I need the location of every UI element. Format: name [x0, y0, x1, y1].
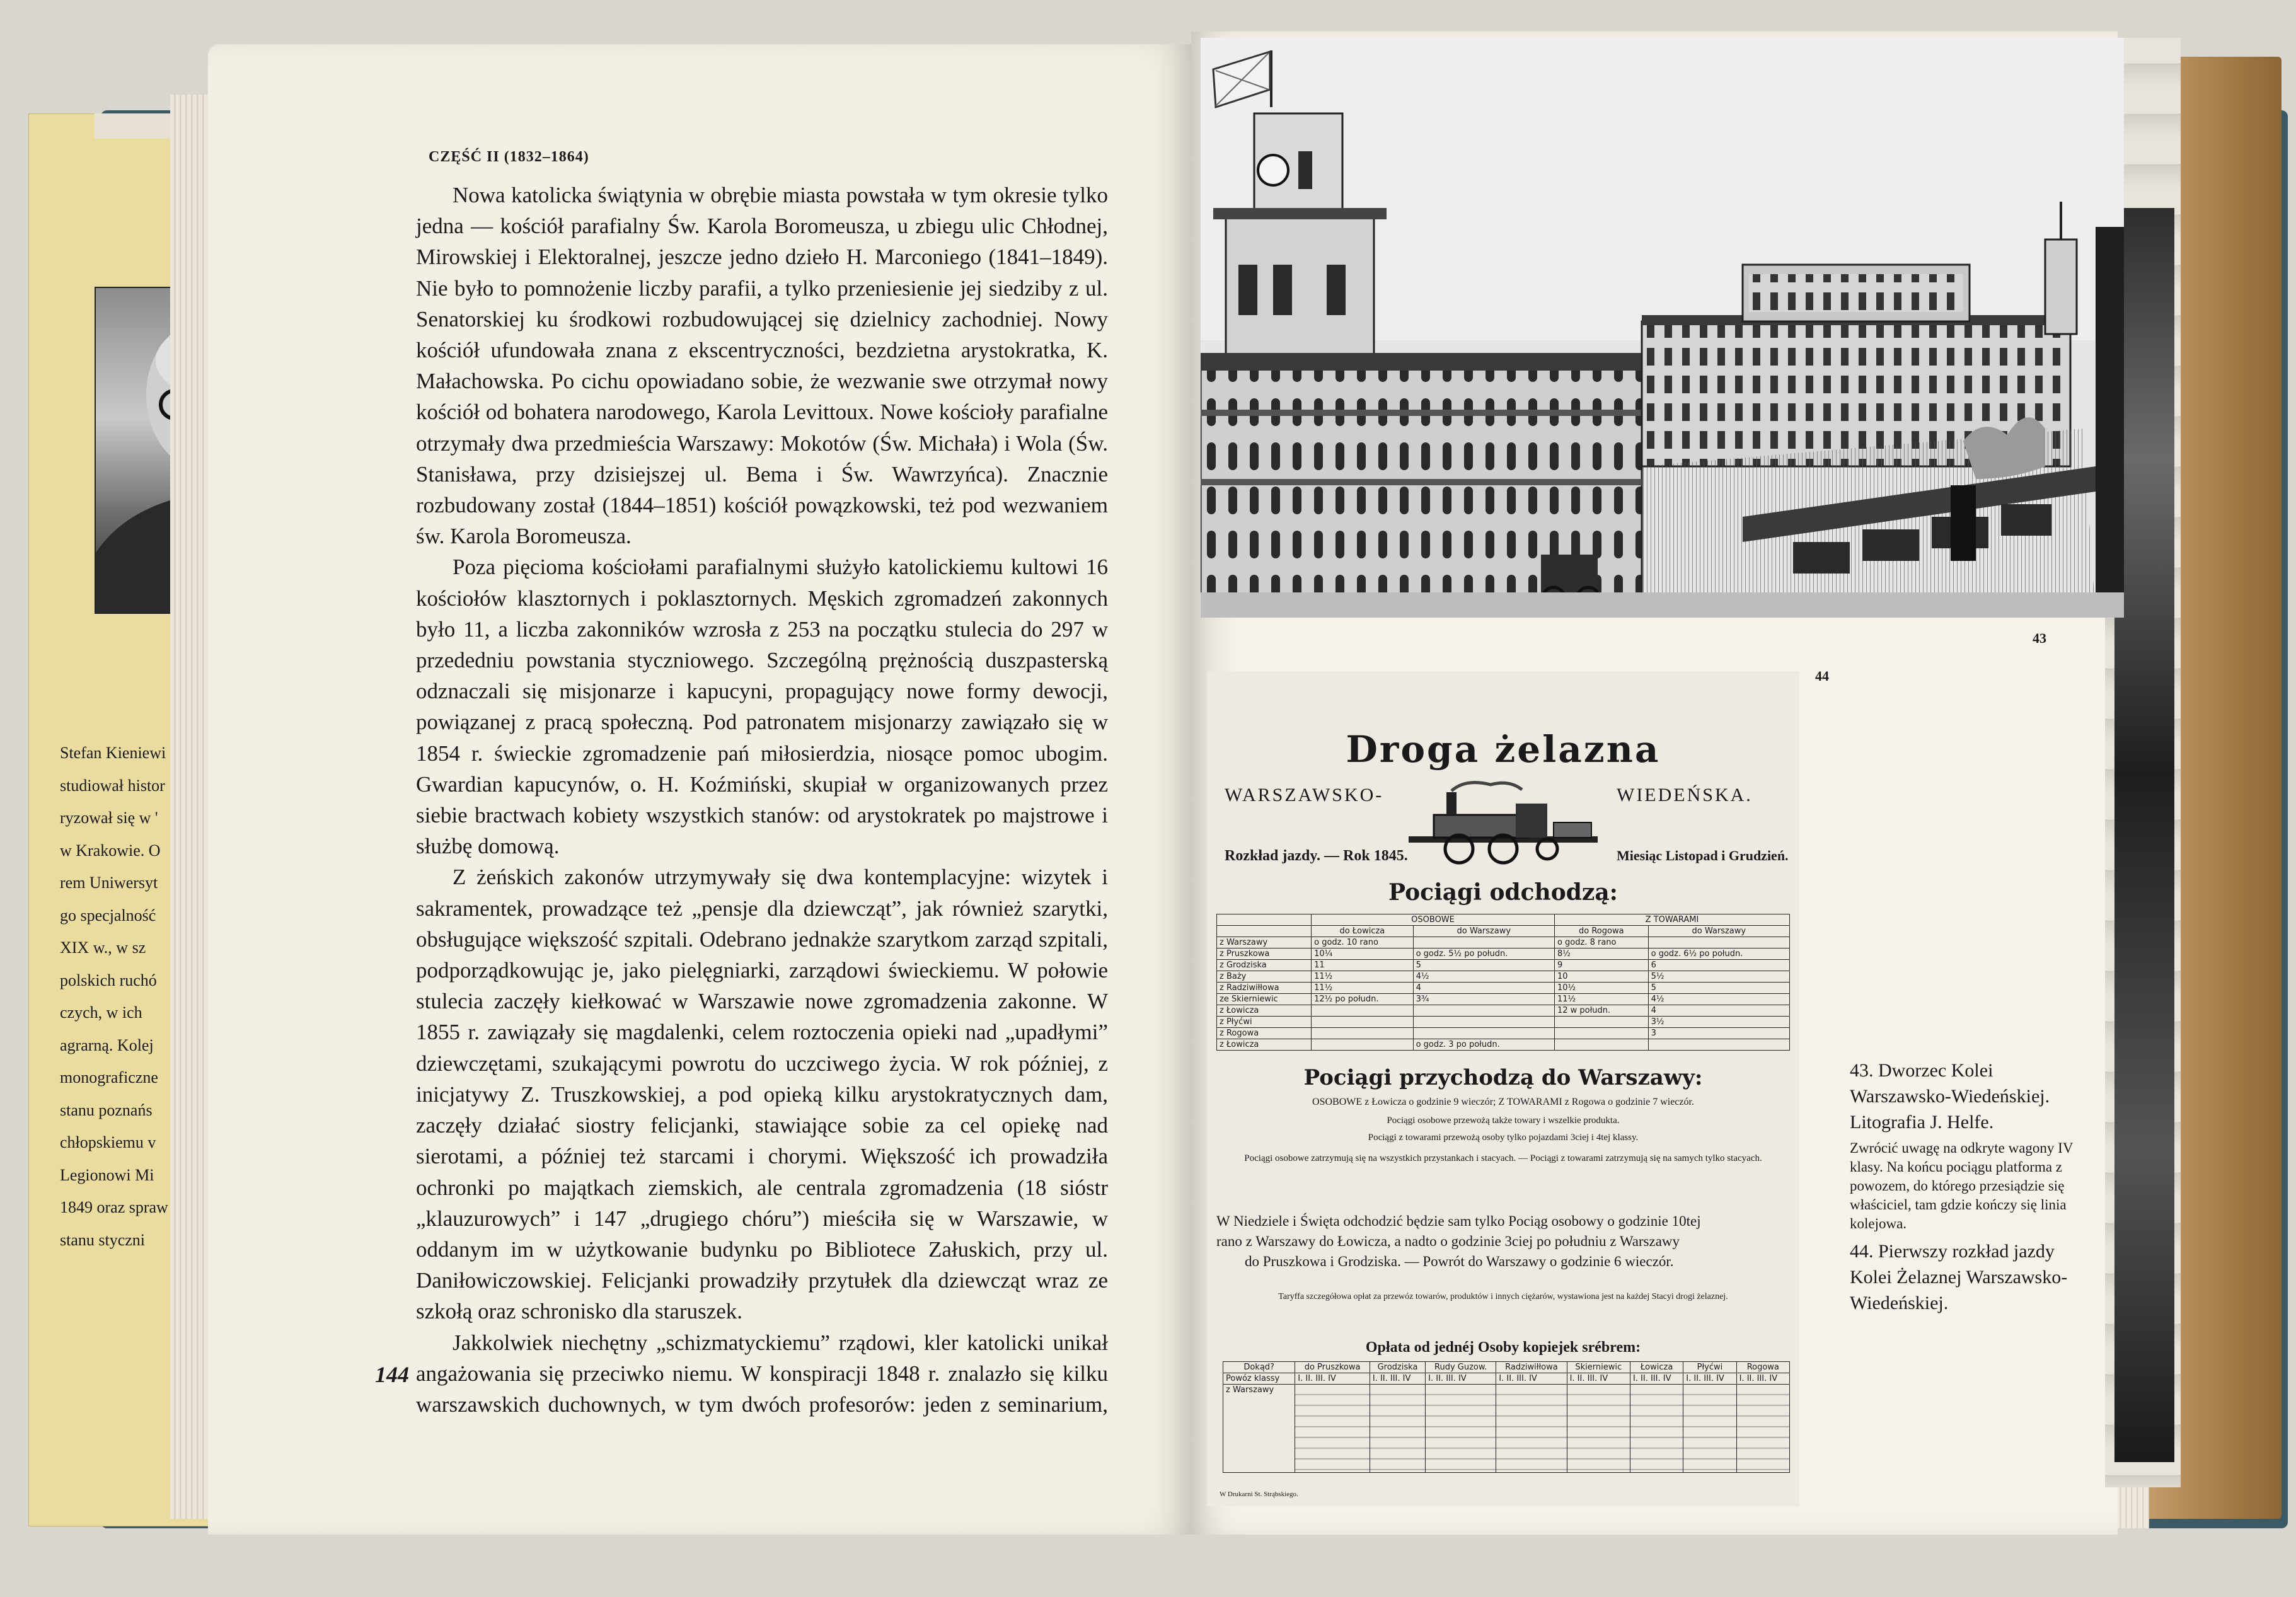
- time-cell: 6: [1648, 960, 1789, 971]
- time-cell: [1554, 1017, 1648, 1028]
- time-cell: 11½: [1312, 971, 1413, 983]
- fare-col-head: Rudy Guzow.: [1426, 1362, 1496, 1373]
- time-cell: [1413, 1028, 1554, 1039]
- col-head: do Warszawy: [1648, 926, 1789, 937]
- paragraph: Jakkolwiek niechętny „schizmatyckiemu” rządowi, kler katolicki unikał angażowania się przeciwko niemu. W konspiracji 1848 r. znalazło się kilku warszawskich duchownych, w tym dwóch profesorów: jeden z seminarium,: [416, 1330, 1108, 1417]
- fare-col-head: Łowicza: [1630, 1362, 1683, 1373]
- station-cell: z Łowicza: [1217, 1039, 1312, 1051]
- fare-values-cell: [1630, 1385, 1683, 1473]
- time-cell: 3: [1648, 1028, 1789, 1039]
- poster-right-word: WIEDEŃSKA.: [1617, 785, 1753, 805]
- station-cell: z Rogowa: [1217, 1028, 1312, 1039]
- jacket-text-line: agrarną. Kolej: [60, 1035, 154, 1054]
- time-cell: o godz. 6½ po połudn.: [1648, 948, 1789, 960]
- fare-col-head: Płyćwi: [1683, 1362, 1736, 1373]
- caption-44: 44. Pierwszy rozkład jazdy Kolei Żelaznej Warszawsko-Wiedeńskiej.: [1850, 1241, 2068, 1313]
- arrivals-heading: Pociągi przychodzą do Warszawy:: [1303, 1065, 1703, 1090]
- jacket-text-line: rem Uniwersyt: [60, 873, 158, 892]
- fare-values-cell: [1736, 1385, 1789, 1473]
- poster-note: Pociągi osobowe przewożą także towary i wszelkie produkta.: [1387, 1116, 1620, 1126]
- caption-43: 43. Dworzec Kolei Warszawsko-Wiedeńskiej. Litografia J. Helfe.: [1850, 1060, 2050, 1133]
- station-lithograph: [1201, 38, 2124, 618]
- fare-class-cell: I. II. III. IV: [1683, 1373, 1736, 1385]
- time-cell: 4½: [1648, 994, 1789, 1005]
- time-cell: 10¼: [1312, 948, 1413, 960]
- table-row: [1217, 983, 1790, 994]
- fares-table: [1223, 1361, 1790, 1473]
- locomotive-illustration: [1409, 778, 1598, 873]
- fare-class-cell: I. II. III. IV: [1426, 1373, 1496, 1385]
- station-cell: z Baży: [1217, 971, 1312, 983]
- station-cell: z Łowicza: [1217, 1005, 1312, 1017]
- fare-col-head: do Pruszkowa: [1295, 1362, 1370, 1373]
- fare-col-head: Grodziska: [1370, 1362, 1425, 1373]
- fare-class-cell: I. II. III. IV: [1736, 1373, 1789, 1385]
- time-cell: 12½ po połudn.: [1312, 994, 1413, 1005]
- sunday-line: do Pruszkowa i Grodziska. — Powrót do Warszawy o godzinie 6 wieczór.: [1245, 1254, 1674, 1269]
- poster-title: Droga żelazna: [1346, 728, 1661, 771]
- figure-number-44: 44: [1815, 668, 1829, 684]
- time-cell: [1312, 1017, 1413, 1028]
- time-cell: 11: [1312, 960, 1413, 971]
- time-cell: o godz. 3 po połudn.: [1413, 1039, 1554, 1051]
- jacket-text-line: w Krakowie. O: [60, 841, 161, 860]
- fare-values-cell: [1295, 1385, 1370, 1473]
- fare-class-cell: I. II. III. IV: [1295, 1373, 1370, 1385]
- row-spacer: [1217, 914, 1312, 926]
- table-row: [1217, 937, 1790, 948]
- table-row: [1217, 1005, 1790, 1017]
- time-cell: [1312, 1005, 1413, 1017]
- timetable-poster: [1207, 671, 1799, 1506]
- table-row: [1217, 948, 1790, 960]
- time-cell: [1413, 1017, 1554, 1028]
- time-cell: o godz. 8 rano: [1554, 937, 1648, 948]
- printer-credit: W Drukarni St. Strąbskiego.: [1220, 1490, 1298, 1498]
- time-cell: 11½: [1312, 983, 1413, 994]
- station-cell: z Warszawy: [1217, 937, 1312, 948]
- paragraph: Poza pięcioma kościołami parafialnymi służyło katolickiemu kultowi 16 kościołów klasztornych i poklasztornych. Męskich zgromadzeń zakonnych było 11, a liczba zakonników wzrosła z 253 na początku stulecia do 297 w przededniu powstania styczniowego. Szczególną prężnością duszpasterską odznaczali się misjonarze i kapucyni, propagujący nowe formy dewocji, powiązanej z pracą społeczną. Pod patronatem misjonarzy zawiązało się w 1854 r. świeckie zgromadzenie pań miłosierdzia, niosące pomoc ubogim. Gwardian kapucynów, o. H. Koźmiński, skupiał w organizowanych przez siebie bractwach kobiety wszystkich stanów: od arystokratek po majstrowe i służbę domową.: [416, 555, 1108, 859]
- fare-col-head: Skierniewic: [1567, 1362, 1630, 1373]
- table-row: [1217, 1028, 1790, 1039]
- fare-col-head: Rogowa: [1736, 1362, 1789, 1373]
- fare-class-cell: I. II. III. IV: [1370, 1373, 1425, 1385]
- jacket-text-line: ryzował się w ': [60, 809, 158, 827]
- station-cell: z Płyćwi: [1217, 1017, 1312, 1028]
- fare-row-label: z Warszawy: [1223, 1385, 1295, 1473]
- sunday-line: W Niedziele i Święta odchodzić będzie sam tylko Pociąg osobowy o godzinie 10tej: [1216, 1213, 1701, 1229]
- departures-heading: Pociągi odchodzą:: [1388, 879, 1618, 906]
- station-cell: z Grodziska: [1217, 960, 1312, 971]
- time-cell: 9: [1554, 960, 1648, 971]
- figure-number-43: 43: [2033, 630, 2046, 646]
- time-cell: 4½: [1413, 971, 1554, 983]
- time-cell: 4: [1413, 983, 1554, 994]
- schedule-left: Rozkład jazdy. — Rok 1845.: [1225, 848, 1408, 864]
- time-cell: [1312, 1039, 1413, 1051]
- jacket-text-line: Legionowi Mi: [60, 1165, 154, 1184]
- time-cell: [1648, 1039, 1789, 1051]
- jacket-text-line: go specjalność: [60, 906, 156, 925]
- fare-class-cell: I. II. III. IV: [1567, 1373, 1630, 1385]
- col-head: do Łowicza: [1312, 926, 1413, 937]
- body-text: [416, 180, 1108, 1420]
- time-cell: 5½: [1648, 971, 1789, 983]
- station-cell: z Pruszkowa: [1217, 948, 1312, 960]
- time-cell: 10½: [1554, 983, 1648, 994]
- group-freight: Z TOWARAMI: [1554, 914, 1789, 926]
- time-cell: 3½: [1648, 1017, 1789, 1028]
- fares-heading: Opłata od jednéj Osoby kopiejek srébrem:: [1365, 1339, 1641, 1356]
- fare-class-cell: I. II. III. IV: [1496, 1373, 1567, 1385]
- time-cell: 3¾: [1413, 994, 1554, 1005]
- time-cell: [1648, 937, 1789, 948]
- time-cell: 4: [1648, 1005, 1789, 1017]
- arrivals-line: OSOBOWE z Łowicza o godzinie 9 wieczór; Z TOWARAMI z Rogowa o godzinie 7 wieczór.: [1312, 1097, 1694, 1107]
- time-cell: 5: [1648, 983, 1789, 994]
- jacket-text-line: studiował histor: [60, 776, 165, 795]
- table-row: [1217, 994, 1790, 1005]
- fare-values-cell: [1370, 1385, 1425, 1473]
- jacket-text-line: stanu styczni: [60, 1230, 146, 1249]
- row-spacer: [1217, 926, 1312, 937]
- fare-values-cell: [1496, 1385, 1567, 1473]
- fare-class-cell: I. II. III. IV: [1630, 1373, 1683, 1385]
- paragraph: Nowa katolicka świątynia w obrębie miasta powstała w tym okresie tylko jedna — kościół parafialny Św. Karola Boromeusza, u zbiegu ulic Chłodnej, Mirowskiej i Elektoralnej, jeszcze jedno dzieło H. Marconiego (1841–1849). Nie było to pomnożenie liczby parafii, a tylko przeniesienie jej siedziby z ul. Senatorskiej ku środkowi rozbudowującej się dzielnicy zachodniej. Nowy kościół ufundowała znana z ekscentryczności, bezdzietna arystokratka, K. Małachowska. Po cichu opowiadano sobie, że wezwanie swe otrzymał nowy kościół od bohatera narodowego, Karola Levittoux. Nowe kościoły parafialne otrzymały dwa przedmieścia Warszawy: Mokotów (Św. Michała) i Wola (Św. Stanisława, przy dzisiejszej ul. Bema i Św. Wawrzyńca). Znacznie rozbudowany został (1844–1851) kościół powązkowski, też pod wezwaniem św. Karola Boromeusza.: [416, 183, 1108, 549]
- table-row: [1217, 971, 1790, 983]
- jacket-text-line: 1849 oraz spraw: [60, 1198, 168, 1216]
- poster-note: Pociągi z towarami przewożą osoby tylko pojazdami 3ciej i 4tej klassy.: [1368, 1133, 1639, 1143]
- running-head: CZĘŚĆ II (1832–1864): [429, 149, 589, 165]
- time-cell: 10: [1554, 971, 1648, 983]
- jacket-text-line: XIX w., w sz: [60, 938, 146, 957]
- time-cell: [1312, 1028, 1413, 1039]
- tariff-note: Taryffa szczegółowa opłat za przewóz towarów, produktów i innych ciężarów, wystawiona jest na każdej Stacyi drogi żelaznej.: [1278, 1292, 1728, 1301]
- jacket-text-line: stanu poznańs: [60, 1100, 153, 1119]
- station-cell: z Radziwiłłowa: [1217, 983, 1312, 994]
- station-cell: ze Skierniewic: [1217, 994, 1312, 1005]
- jacket-text-line: czych, w ich: [60, 1003, 142, 1022]
- sunday-line: rano z Warszawy do Łowicza, a nadto o godzinie 3ciej po południu z Warszawy: [1216, 1233, 1680, 1249]
- paragraph: Z żeńskich zakonów utrzymywały się dwa kontemplacyjne: wizytek i sakramentek, prowadzące też „pensje dla dziewcząt”, jak również szarytki, obsługujące większość szpitali. Odebrano jednakże szarytkom zarząd szpitali, podporządkowując je, jako pielęgniarki, zarządowi świeckiemu. W połowie stulecia zaczęły kiełkować w Warszawie nowe zgromadzenia zakonne. W 1855 r. zawiązały się magdalenki, celem roztoczenia opieki nad „upadłymi” dziewczętami, szukającymi powrotu do uczciwego życia. W rok później, z inicjatywy Z. Truszkowskiej, a pod opieką kilku arystokratycznych dam, zaczęły działać siostry felicjanki, stawiające sobie za cel opiekę nad sierotami, a później też starcami i chorymi. Większość ich prowadziła ochronki po majątkach ziemskich, ale centrala zgromadzenia (18 sióstr „klauzurowych” i 147 „drugiego chóru”) mieściła się w Warszawie, w oddanym im w użytkowanie budynku po Bibliotece Załuskich, przy ul. Daniłowiczowskiej. Felicjanki prowadziły przytułek dla dziewcząt wraz ze szkołą oraz schronisko dla staruszek.: [416, 865, 1108, 1324]
- fare-row-label: Powóz klassy: [1223, 1373, 1295, 1385]
- time-cell: 11½: [1554, 994, 1648, 1005]
- time-cell: [1554, 1039, 1648, 1051]
- jacket-text-line: Stefan Kieniewi: [60, 744, 166, 762]
- poster-note: Pociągi osobowe zatrzymują się na wszystkich przystankach i stacyach. — Pociągi z towarami zatrzymują się na samych tylko stacyach.: [1244, 1153, 1762, 1163]
- fare-col-head: Radziwiłłowa: [1496, 1362, 1567, 1373]
- jacket-text-line: polskich ruchó: [60, 971, 157, 989]
- table-row: [1217, 1039, 1790, 1051]
- group-passenger: OSOBOWE: [1312, 914, 1555, 926]
- page-number: 144: [375, 1362, 409, 1387]
- time-cell: o godz. 5½ po połudn.: [1413, 948, 1554, 960]
- figure-captions: [1850, 1058, 2096, 1316]
- fare-values-cell: [1426, 1385, 1496, 1473]
- fare-values-cell: [1683, 1385, 1736, 1473]
- departures-table: [1216, 914, 1790, 1051]
- col-head: do Warszawy: [1413, 926, 1554, 937]
- time-cell: [1554, 1028, 1648, 1039]
- table-row: [1217, 960, 1790, 971]
- time-cell: 8½: [1554, 948, 1648, 960]
- time-cell: [1413, 937, 1554, 948]
- poster-left-word: WARSZAWSKO-: [1225, 785, 1384, 805]
- fare-values-cell: [1567, 1385, 1630, 1473]
- jacket-text-line: monograficzne: [60, 1068, 158, 1087]
- schedule-right: Miesiąc Listopad i Grudzień.: [1617, 848, 1789, 863]
- time-cell: o godz. 10 rano: [1312, 937, 1413, 948]
- time-cell: 5: [1413, 960, 1554, 971]
- table-row: [1217, 1017, 1790, 1028]
- col-head: do Rogowa: [1554, 926, 1648, 937]
- caption-43-note: Zwrócić uwagę na odkryte wagony IV klasy. Na końcu pociągu platforma z powozem, do którego przesiądzie się właściciel, tam gdzie kończy się linia kolejowa.: [1850, 1140, 2074, 1231]
- time-cell: [1413, 1005, 1554, 1017]
- time-cell: 12 w połudn.: [1554, 1005, 1648, 1017]
- fare-row-label: Dokąd?: [1223, 1362, 1295, 1373]
- jacket-text-line: chłopskiemu v: [60, 1133, 156, 1151]
